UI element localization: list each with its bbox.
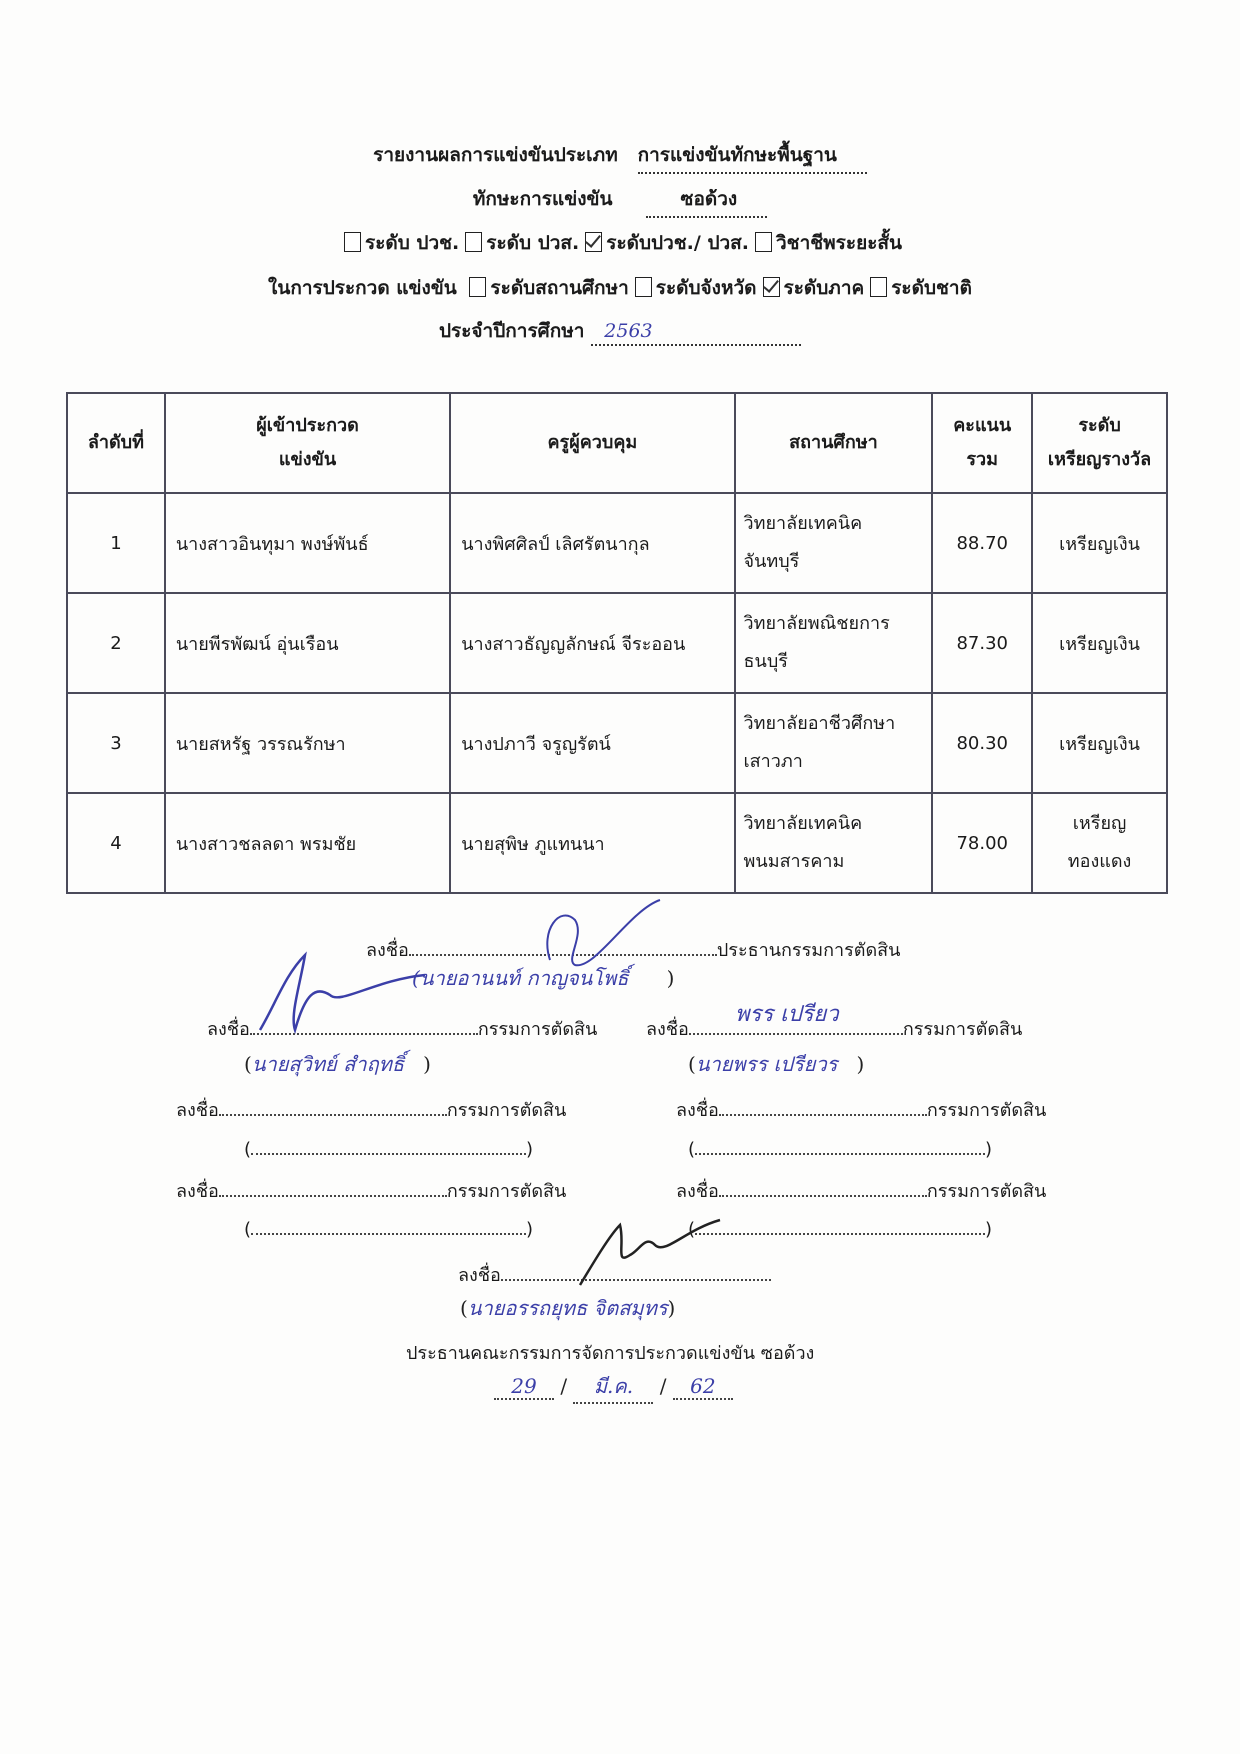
- teacher-cell: นางสาวธัญญลักษณ์ จีระออน: [450, 593, 734, 693]
- contestant-cell: นางสาวอินทุมา พงษ์พันธ์: [165, 493, 450, 593]
- judge1-name: (นายสุวิทย์ สำฤทธิ์ ): [244, 1052, 431, 1076]
- committee-signature-scribble: [575, 1205, 725, 1295]
- school-cell: วิทยาลัยเทคนิค จันทบุรี: [735, 493, 933, 593]
- judge2-signature-line: ลงชื่อ กรรมการตัดสิน: [646, 1019, 1023, 1040]
- rank-cell: 3: [67, 693, 165, 793]
- medal-cell: เหรียญเงิน: [1032, 493, 1167, 593]
- committee-role: ประธานคณะกรรมการจัดการประกวดแข่งขัน ซอด้วง: [406, 1343, 815, 1364]
- skill-line: [0, 184, 1240, 218]
- judge2-name: (นายพรร เปรียวร ): [688, 1052, 865, 1076]
- header-medal: ระดับ เหรียญรางวัล: [1032, 393, 1167, 493]
- level-checkbox[interactable]: [755, 232, 772, 252]
- contest-level-line: [0, 273, 1240, 303]
- score-cell: 78.00: [932, 793, 1032, 893]
- report-type-label: รายงานผลการแข่งขันประเภท: [373, 144, 618, 166]
- contest-level-label: ระดับชาติ: [891, 277, 972, 299]
- committee-signature-line: ลงชื่อ: [458, 1260, 771, 1289]
- year-value-field: [591, 320, 801, 346]
- chair-role: ประธานกรรมการตัดสิน: [716, 940, 901, 961]
- rank-cell: 4: [67, 793, 165, 893]
- judge4-name-line: ( ): [688, 1139, 993, 1160]
- rank-cell: 1: [67, 493, 165, 593]
- header-teacher: ครูผู้ควบคุม: [450, 393, 734, 493]
- judge3-name-line: ( ): [244, 1139, 534, 1160]
- level-label: ระดับ ปวช.: [364, 232, 460, 254]
- judge5-name-line: ( ): [244, 1219, 534, 1240]
- judge1-signature-scribble: [245, 935, 435, 1045]
- judge4-signature-line: ลงชื่อ กรรมการตัดสิน: [676, 1100, 1047, 1121]
- table-row: [67, 493, 1167, 593]
- table-row: [67, 693, 1167, 793]
- results-table: [66, 392, 1168, 894]
- skill-label: ทักษะการแข่งขัน: [472, 188, 613, 210]
- table-header-row: [67, 393, 1167, 493]
- medal-cell: เหรียญ ทองแดง: [1032, 793, 1167, 893]
- judge6-signature-line: ลงชื่อ กรรมการตัดสิน: [676, 1181, 1047, 1202]
- contest-level-checkbox[interactable]: [763, 277, 780, 297]
- level-label: ระดับ ปวส.: [486, 232, 580, 254]
- school-cell: วิทยาลัยพณิชยการ ธนบุรี: [735, 593, 933, 693]
- teacher-cell: นางพิศศิลป์ เลิศรัตนากุล: [450, 493, 734, 593]
- level-checkbox[interactable]: [585, 232, 602, 252]
- contest-level-label: ระดับภาค: [783, 277, 865, 299]
- judge2-signature-scribble: พรร เปรียว: [735, 1002, 839, 1027]
- contest-level-checkbox[interactable]: [469, 277, 486, 297]
- chair-name: (นายอานนท์ กาญจนโพธิ์ ): [412, 966, 675, 990]
- header-contestant: ผู้เข้าประกวด แข่งขัน: [165, 393, 450, 493]
- teacher-cell: นางปภาวี จรูญรัตน์: [450, 693, 734, 793]
- chair-signature-line: ลงชื่อ ประธานกรรมการตัดสิน: [366, 940, 901, 961]
- report-type-value: การแข่งขันทักษะพื้นฐาน: [638, 140, 867, 174]
- medal-cell: เหรียญเงิน: [1032, 693, 1167, 793]
- contest-level-checkbox[interactable]: [870, 277, 887, 297]
- contestant-cell: นางสาวชลลดา พรมชัย: [165, 793, 450, 893]
- year-label: ประจำปีการศึกษา: [438, 320, 585, 342]
- contest-level-label: ระดับสถานศึกษา: [490, 277, 629, 299]
- judge3-signature-line: ลงชื่อ กรรมการตัดสิน: [176, 1100, 567, 1121]
- contestant-cell: นายพีรพัฒน์ อุ่นเรือน: [165, 593, 450, 693]
- level-label: ระดับปวช./ ปวส.: [606, 232, 749, 254]
- table-row: [67, 793, 1167, 893]
- table-row: [67, 593, 1167, 693]
- score-cell: 87.30: [932, 593, 1032, 693]
- header-score: คะแนน รวม: [932, 393, 1032, 493]
- score-cell: 80.30: [932, 693, 1032, 793]
- contest-level-label: ระดับจังหวัด: [655, 277, 757, 299]
- contestant-cell: นายสหรัฐ วรรณรักษา: [165, 693, 450, 793]
- contest-level-checkbox[interactable]: [635, 277, 652, 297]
- judge5-signature-line: ลงชื่อ กรรมการตัดสิน: [176, 1181, 567, 1202]
- header-rank: ลำดับที่: [67, 393, 165, 493]
- level-label: วิชาชีพระยะสั้น: [776, 232, 902, 254]
- level-checkbox[interactable]: [465, 232, 482, 252]
- report-type-line: [0, 140, 1240, 174]
- academic-year-line: [0, 316, 1240, 346]
- year-value: 2563: [604, 320, 653, 342]
- teacher-cell: นายสุพิษ ภูแทนนา: [450, 793, 734, 893]
- judge1-signature-line: ลงชื่อ กรรมการตัดสิน: [207, 1019, 598, 1040]
- header-school: สถานศึกษา: [735, 393, 933, 493]
- school-cell: วิทยาลัยเทคนิค พนมสารคาม: [735, 793, 933, 893]
- contest-label: ในการประกวด แข่งขัน: [268, 277, 457, 299]
- signing-date: 29 / มี.ค. / 62: [494, 1370, 733, 1404]
- skill-value: ซอด้วง: [646, 184, 768, 218]
- school-cell: วิทยาลัยอาชีวศึกษา เสาวภา: [735, 693, 933, 793]
- score-cell: 88.70: [932, 493, 1032, 593]
- rank-cell: 2: [67, 593, 165, 693]
- judge6-name-line: ( ): [688, 1219, 993, 1240]
- medal-cell: เหรียญเงิน: [1032, 593, 1167, 693]
- level-checkboxes: [0, 228, 1240, 258]
- level-checkbox[interactable]: [344, 232, 361, 252]
- committee-name: (นายอรรถยุทธ จิตสมุทร): [460, 1296, 676, 1320]
